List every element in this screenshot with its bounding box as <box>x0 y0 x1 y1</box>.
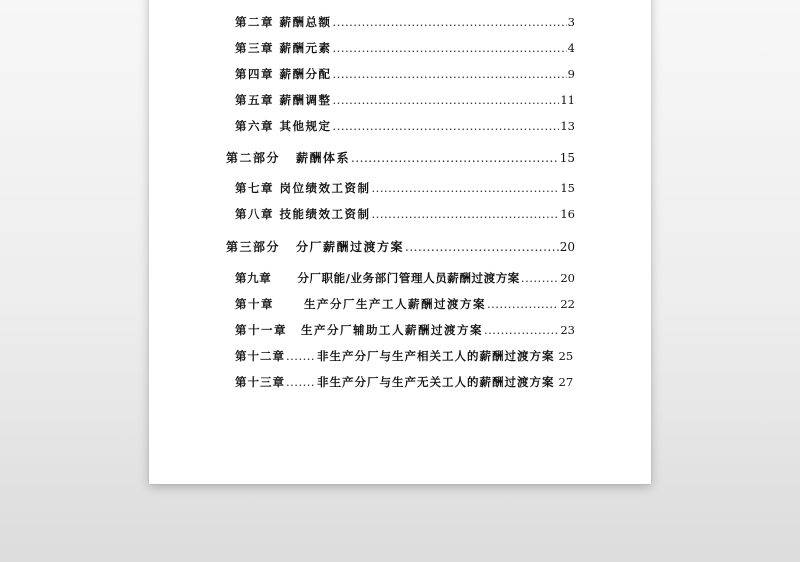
toc-entry[interactable] <box>235 66 575 82</box>
toc-entry-label: 第十三章 <box>235 375 285 389</box>
toc-entry[interactable] <box>235 180 575 196</box>
toc-page-number: 23 <box>560 323 575 337</box>
toc-entry[interactable] <box>235 206 575 222</box>
toc-leader-dots <box>333 41 567 55</box>
toc-page-number: 27 <box>558 375 574 389</box>
toc-entry[interactable] <box>235 296 575 312</box>
toc-leader-dots <box>372 181 560 195</box>
toc-entry[interactable] <box>235 14 575 30</box>
toc-entry-label: 第十二章 <box>235 349 285 363</box>
toc-entry[interactable] <box>235 92 575 108</box>
toc-leader-dots <box>487 297 559 311</box>
toc-page-number: 15 <box>560 181 575 195</box>
toc-page-number: 20 <box>559 240 575 254</box>
toc-entry-label: 第二章 薪酬总额 <box>235 15 332 29</box>
toc-entry-label: 第八章 技能绩效工资制 <box>235 207 371 221</box>
toc-leader-dots <box>484 323 559 337</box>
toc-entry-label: 第十章 <box>235 297 274 311</box>
toc-leader-dots <box>333 67 567 81</box>
toc-entry-label: 第四章 薪酬分配 <box>235 67 332 81</box>
toc-page-number: 9 <box>567 67 575 81</box>
toc-entry[interactable] <box>235 40 575 56</box>
toc-page-number: 13 <box>560 119 575 133</box>
toc-part-title: 薪酬体系 <box>296 151 351 165</box>
toc-entry-title: 分厂职能/业务部门管理人员薪酬过渡方案 <box>297 271 520 285</box>
toc-page-number: 3 <box>567 15 575 29</box>
toc-entry-label: 第十一章 <box>235 323 287 337</box>
toc-page-number: 20 <box>560 271 575 285</box>
toc-page-number: 25 <box>558 349 574 363</box>
toc-entry[interactable] <box>235 348 591 364</box>
toc-leader-dots <box>333 119 560 133</box>
toc-page-number: 22 <box>560 297 575 311</box>
toc-page-number: 4 <box>567 41 575 55</box>
toc-part-entry[interactable] <box>226 238 575 255</box>
toc-entry-title: 生产分厂辅助工人薪酬过渡方案 <box>301 323 483 337</box>
toc-entry-title: 非生产分厂与生产无关工人的薪酬过渡方案 <box>317 375 555 389</box>
toc-entry-label: 第七章 岗位绩效工资制 <box>235 181 371 195</box>
toc-entry-label: 第六章 其他规定 <box>235 119 332 133</box>
toc-page-number: 16 <box>560 207 575 221</box>
toc-leader-dots <box>521 271 559 285</box>
toc-leader-dots <box>286 375 316 389</box>
toc-part-label: 第三部分 <box>226 240 281 254</box>
toc-entry-label: 第九章 <box>235 271 272 285</box>
toc-page-number: 15 <box>559 151 575 165</box>
toc-entry-label: 第三章 薪酬元素 <box>235 41 332 55</box>
toc-leader-dots <box>286 349 316 363</box>
toc-leader-dots <box>351 151 559 165</box>
toc-leader-dots <box>333 15 567 29</box>
toc-leader-dots <box>405 240 559 254</box>
toc-part-title: 分厂薪酬过渡方案 <box>296 240 405 254</box>
toc-entry[interactable] <box>235 322 575 338</box>
toc-page-number: 11 <box>560 93 575 107</box>
toc-entry[interactable] <box>235 118 575 134</box>
document-page <box>149 0 651 484</box>
toc-entry-title: 非生产分厂与生产相关工人的薪酬过渡方案 <box>317 349 555 363</box>
toc-entry-title: 生产分厂生产工人薪酬过渡方案 <box>304 297 486 311</box>
toc-leader-dots <box>372 207 560 221</box>
toc-entry[interactable] <box>235 374 591 390</box>
toc-part-entry[interactable] <box>226 149 575 166</box>
toc-part-label: 第二部分 <box>226 151 281 165</box>
toc-entry-label: 第五章 薪酬调整 <box>235 93 332 107</box>
toc-entry[interactable] <box>235 270 575 286</box>
toc-leader-dots <box>333 93 560 107</box>
